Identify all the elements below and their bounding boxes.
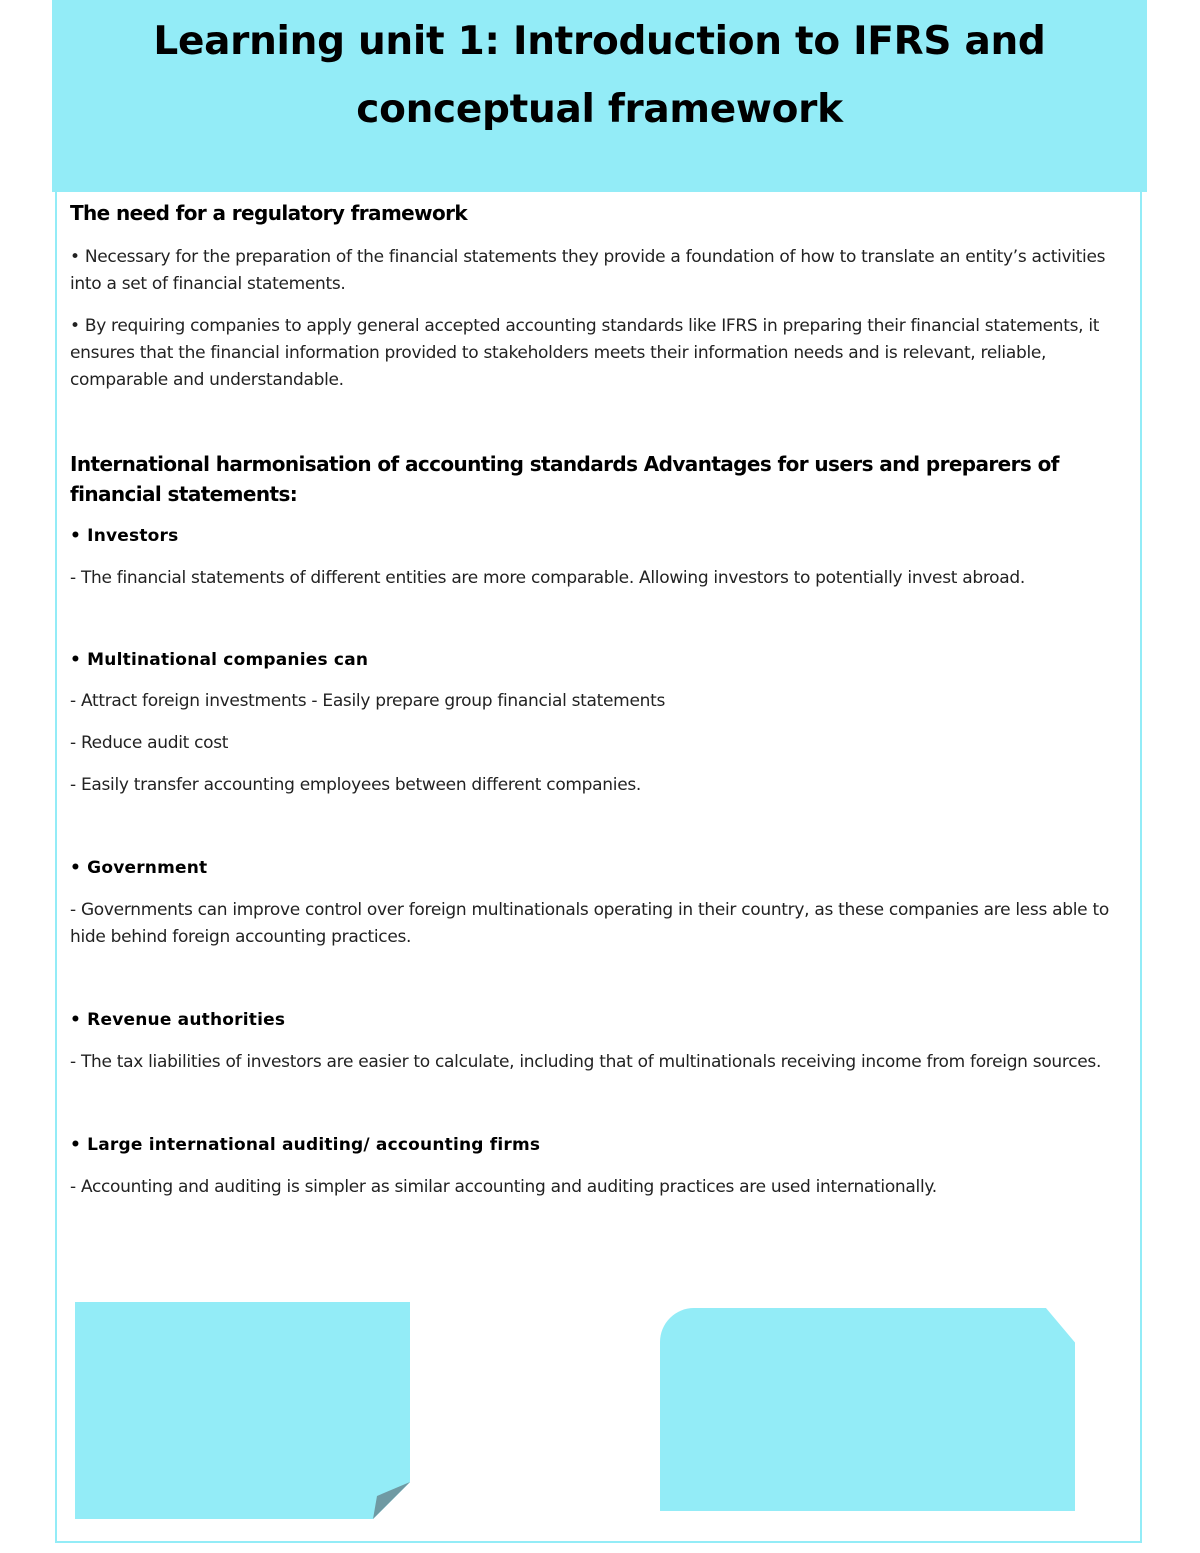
list-item: - The financial statements of different entities are more comparable. Allowing investors to potentially invest abroad.: [70, 568, 1025, 588]
page-curl-icon: [373, 1482, 410, 1519]
title-banner: [52, 0, 1147, 192]
group-label-auditing-firms: • Large international auditing/ accounting firms: [70, 1135, 541, 1155]
paragraph: • By requiring companies to apply general accepted accounting standards like IFRS in preparing their financial statements, it ensures that the financial information provided to stakeholders meets their information needs and is relevant, reliable, comparable and understandable.: [70, 316, 1100, 390]
group-label-revenue-authorities: • Revenue authorities: [70, 1010, 286, 1030]
list-item: - Accounting and auditing is simpler as similar accounting and auditing practices are used internationally.: [70, 1177, 937, 1197]
list-item: - Easily transfer accounting employees between different companies.: [70, 775, 642, 795]
group-label-multinational-companies: • Multinational companies can: [70, 650, 369, 670]
list-item: - Governments can improve control over foreign multinationals operating in their country, as these companies are less able to hide behind foreign accounting practices.: [70, 900, 1109, 947]
list-item: - Attract foreign investments - Easily prepare group financial statements: [70, 691, 665, 711]
section-heading-regulatory-framework: The need for a regulatory framework: [70, 201, 468, 225]
group-label-investors: • Investors: [70, 526, 179, 546]
section-heading-harmonisation: International harmonisation of accounting standards Advantages for users and preparers of financial statements:: [70, 452, 1059, 506]
list-item: - The tax liabilities of investors are easier to calculate, including that of multinationals receiving income from foreign sources.: [70, 1052, 1102, 1072]
page-title: Learning unit 1: Introduction to IFRS and conceptual framework: [153, 19, 1046, 132]
curl-shadow: [373, 1482, 410, 1519]
list-item: - Reduce audit cost: [70, 733, 229, 753]
main-content: [70, 198, 1130, 1201]
group-label-government: • Government: [70, 858, 208, 878]
sticky-note-right: [660, 1308, 1075, 1511]
paragraph: • Necessary for the preparation of the financial statements they provide a foundation of how to translate an entity’s activities into a set of financial statements.: [70, 247, 1106, 294]
sticky-note-left: [75, 1302, 410, 1519]
